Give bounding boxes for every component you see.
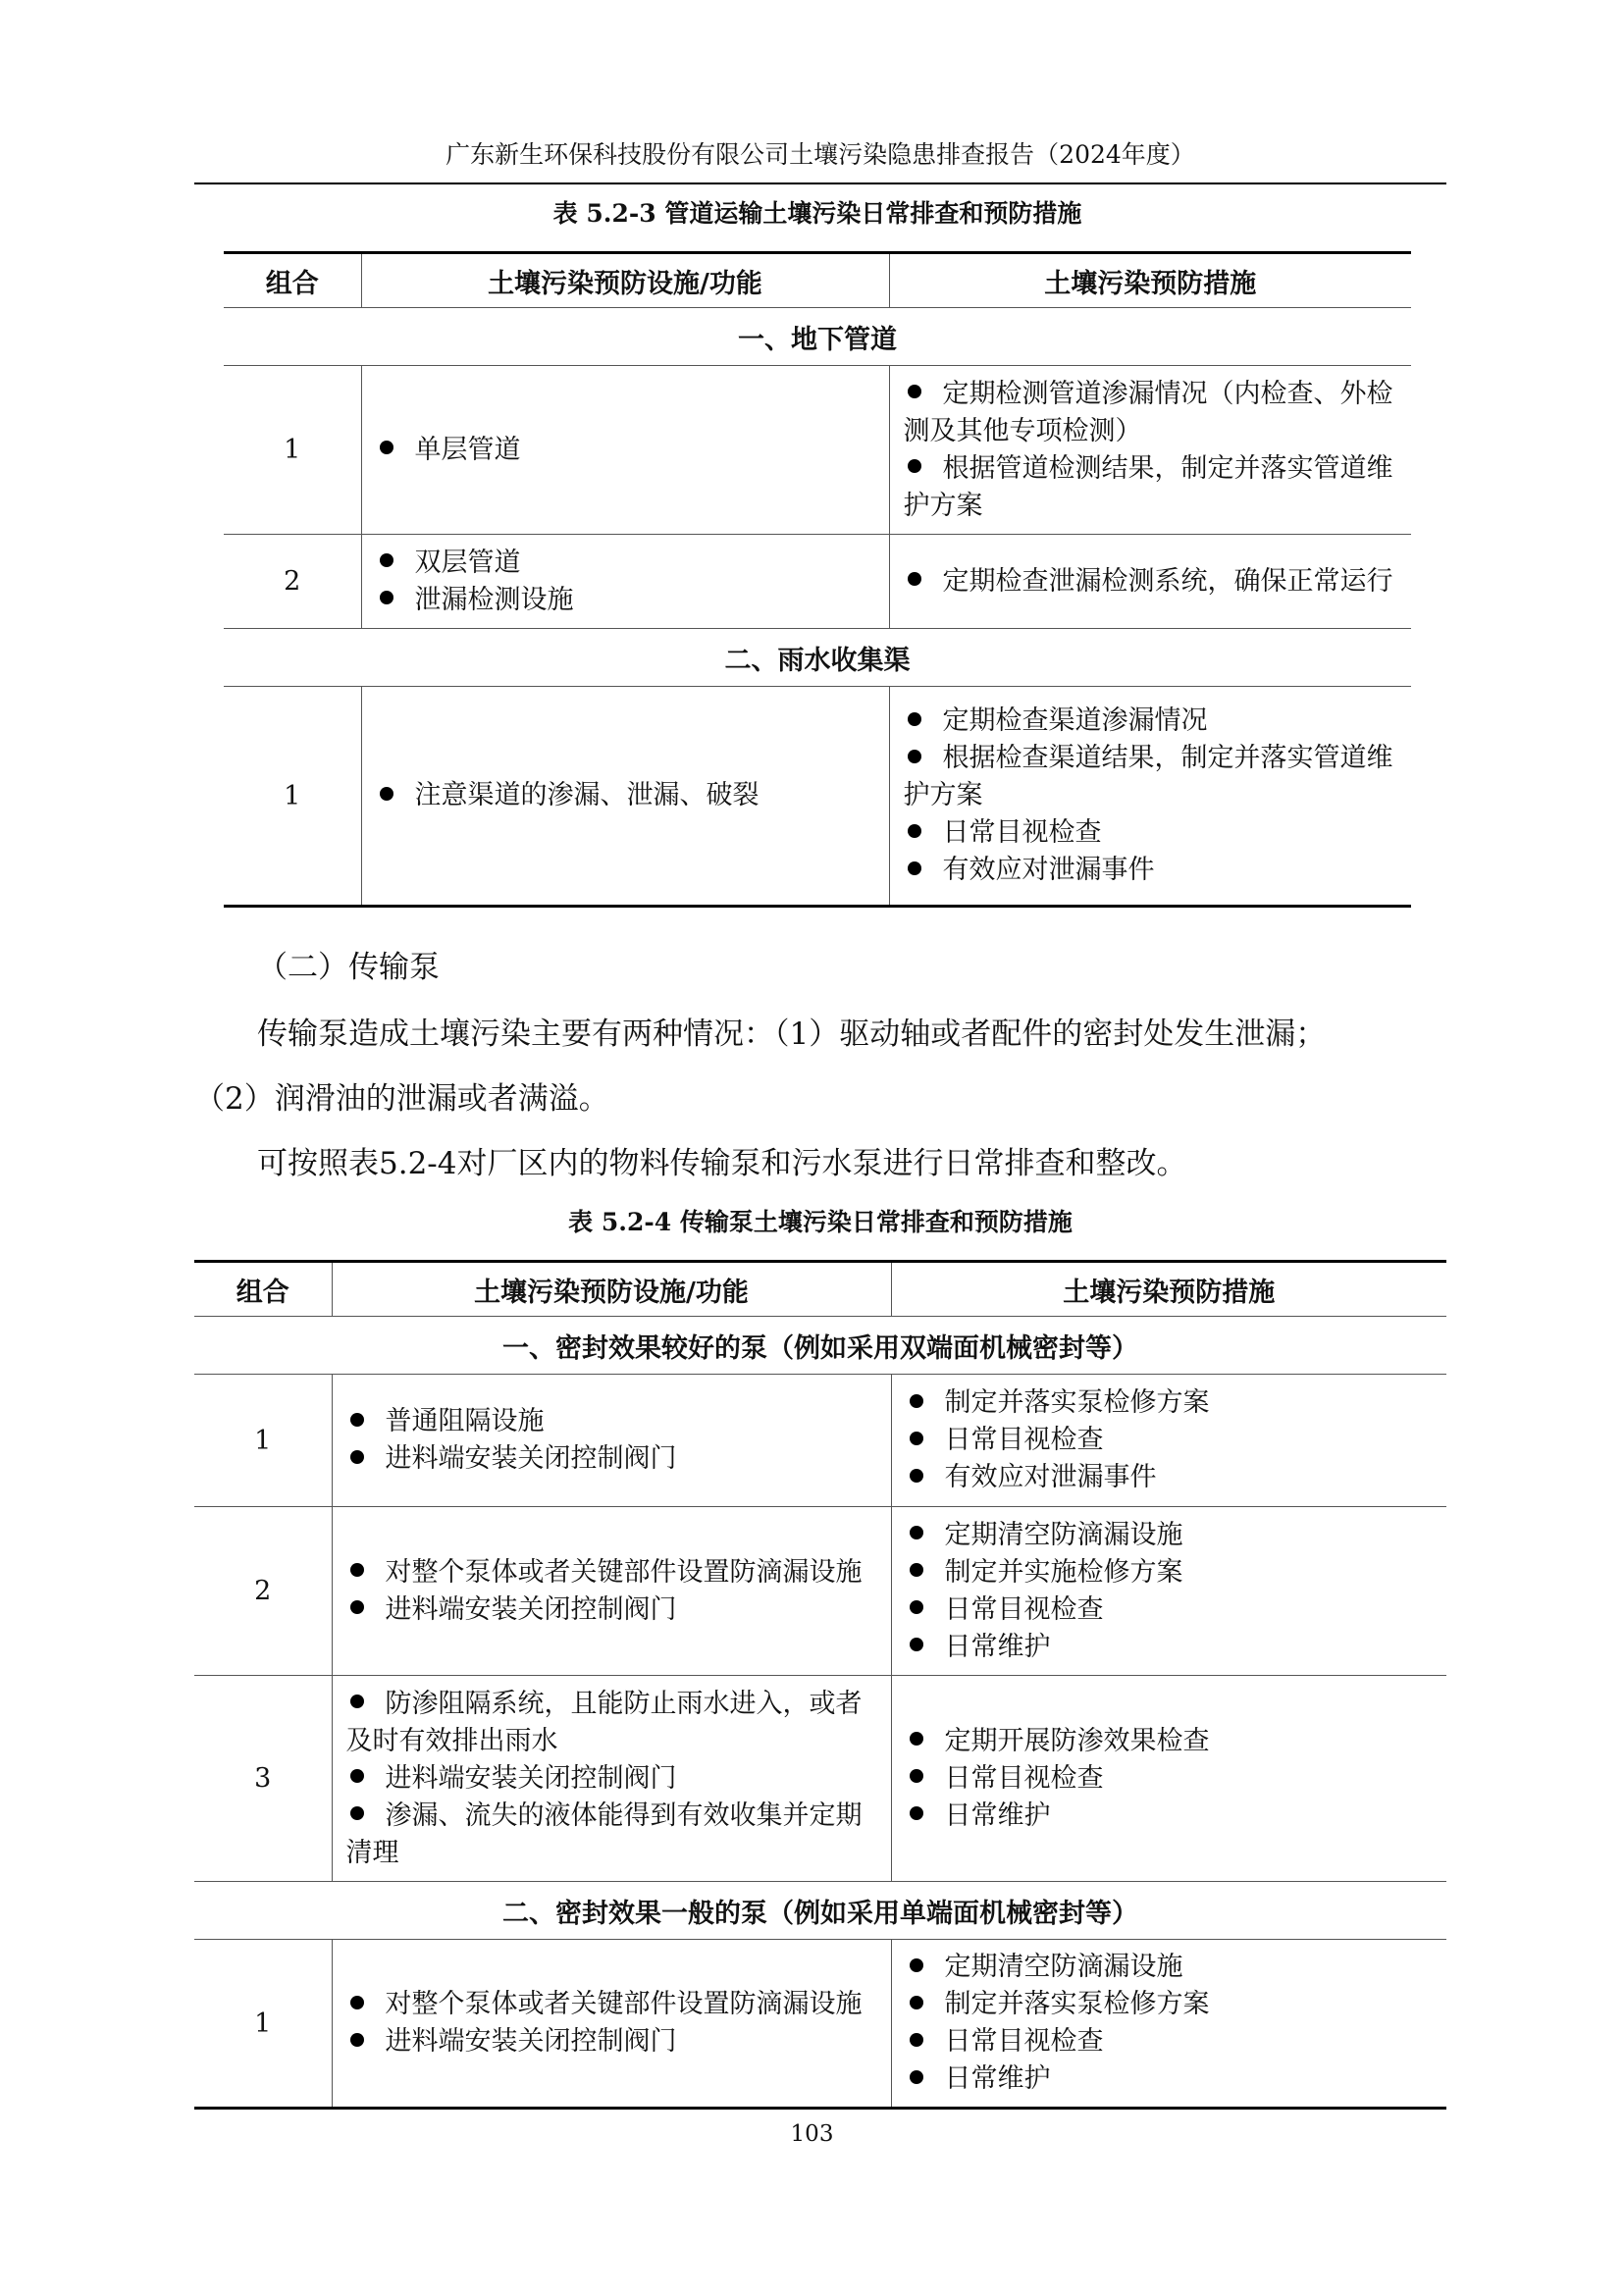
bullet-text: 对整个泵体或者关键部件设置防滴漏设施: [385, 1989, 863, 2019]
page-number: 103: [790, 2121, 834, 2147]
bullet-icon: [910, 2033, 923, 2047]
bullet-item: [376, 582, 875, 619]
facilities-cell: [332, 1507, 891, 1676]
bullet-item: [906, 1949, 1434, 1986]
bullet-item: [346, 1686, 877, 1760]
bullet-icon: [350, 2033, 364, 2047]
column-header-facilities: 土壤污染预防设施/功能: [361, 253, 889, 308]
bullet-item: [346, 2023, 877, 2060]
table-header-row: [224, 253, 1411, 308]
bullet-text: 注意渠道的渗漏、泄漏、破裂: [414, 780, 760, 810]
bullet-icon: [910, 1638, 923, 1651]
bullet-text: 定期清空防滴漏设施: [944, 1519, 1183, 1550]
bullet-icon: [908, 385, 921, 398]
bullet-item: [906, 2023, 1434, 2060]
bullet-item: [376, 432, 875, 469]
row-number: 2: [224, 535, 361, 629]
bullet-icon: [910, 2070, 923, 2084]
table-row: [224, 535, 1411, 629]
bullet-icon: [908, 750, 921, 763]
pipeline-measures-table: [224, 251, 1411, 908]
bullet-icon: [350, 1996, 364, 2009]
bullet-item: [906, 1554, 1434, 1591]
bullet-text: 定期清空防滴漏设施: [944, 1952, 1183, 1982]
bullet-item: [904, 740, 1398, 814]
column-header-facilities: 土壤污染预防设施/功能: [332, 1262, 891, 1317]
bullet-item: [906, 1422, 1434, 1459]
facilities-cell: [361, 366, 889, 535]
page-header: 广东新生环保科技股份有限公司土壤污染隐患排查报告（2024年度）: [445, 140, 1195, 169]
bullet-icon: [908, 459, 921, 473]
column-header-group: 组合: [224, 253, 361, 308]
bullet-text: 普通阻隔设施: [385, 1406, 545, 1436]
bullet-item: [906, 1384, 1434, 1422]
table-header-row: [194, 1262, 1446, 1317]
section-row: [224, 308, 1411, 366]
bullet-text: 制定并落实泵检修方案: [944, 1989, 1210, 2019]
bullet-text: 对整个泵体或者关键部件设置防滴漏设施: [385, 1556, 863, 1588]
bullet-text: 进料端安装关闭控制阀门: [385, 1593, 677, 1625]
section-row: [194, 1882, 1446, 1940]
bullet-item: [376, 777, 875, 814]
bullet-icon: [910, 1563, 923, 1577]
row-number: 3: [194, 1676, 332, 1882]
measures-cell: [889, 535, 1411, 629]
bullet-text: 日常维护: [944, 1799, 1051, 1831]
bullet-item: [904, 814, 1398, 852]
bullet-icon: [350, 1413, 364, 1427]
column-header-group: 组合: [194, 1262, 332, 1317]
bullet-text: 进料端安装关闭控制阀门: [385, 1762, 677, 1794]
bullet-text: 制定并实施检修方案: [944, 1556, 1183, 1588]
bullet-icon: [908, 861, 921, 875]
measures-cell: [889, 366, 1411, 535]
section-row: [224, 629, 1411, 687]
bullet-icon: [910, 1806, 923, 1820]
bullet-icon: [908, 572, 921, 586]
facilities-cell: [332, 1676, 891, 1882]
bullet-item: [906, 2060, 1434, 2098]
bullet-item: [906, 1591, 1434, 1629]
bullet-icon: [350, 1806, 364, 1820]
bullet-item: [906, 1629, 1434, 1666]
facilities-cell: [361, 535, 889, 629]
section-title: 一、地下管道: [224, 308, 1411, 366]
bullet-item: [346, 1760, 877, 1798]
bullet-item: [904, 703, 1398, 740]
bullet-item: [904, 450, 1398, 525]
bullet-icon: [910, 1469, 923, 1483]
bullet-item: [376, 545, 875, 582]
pump-measures-table: [194, 1260, 1446, 2110]
bullet-item: [904, 563, 1398, 600]
bullet-icon: [910, 1769, 923, 1783]
bullet-icon: [908, 712, 921, 726]
paragraph: 传输泵造成土壤污染主要有两种情况：（1）驱动轴或者配件的密封处发生泄漏；: [257, 1017, 1327, 1052]
bullet-text: 根据检查渠道结果，制定并落实管道维护方案: [903, 743, 1393, 810]
bullet-text: 制定并落实泵检修方案: [944, 1387, 1210, 1418]
measures-cell: [891, 1507, 1446, 1676]
measures-cell: [891, 1940, 1446, 2109]
section-title: 一、密封效果较好的泵（例如采用双端面机械密封等）: [194, 1317, 1446, 1375]
facilities-cell: [332, 1940, 891, 2109]
paragraph-continuation: （2）润滑油的泄漏或者满溢。: [194, 1081, 609, 1117]
measures-cell: [891, 1676, 1446, 1882]
bullet-item: [906, 1517, 1434, 1554]
bullet-item: [906, 1459, 1434, 1496]
bullet-text: 根据管道检测结果，制定并落实管道维护方案: [903, 452, 1393, 521]
table-row: [194, 1676, 1446, 1882]
bullet-item: [904, 376, 1398, 450]
bullet-item: [906, 1723, 1434, 1760]
bullet-icon: [910, 1394, 923, 1408]
header-rule: [194, 183, 1446, 184]
row-number: 1: [194, 1940, 332, 2109]
bullet-text: 定期检查泄漏检测系统，确保正常运行: [942, 565, 1393, 597]
row-number: 1: [224, 366, 361, 535]
bullet-text: 防渗阻隔系统，且能防止雨水进入，或者及时有效排出雨水: [345, 1688, 863, 1756]
bullet-text: 进料端安装关闭控制阀门: [385, 1443, 677, 1474]
measures-cell: [891, 1375, 1446, 1507]
bullet-icon: [380, 553, 393, 567]
bullet-text: 日常目视检查: [944, 1762, 1104, 1794]
table2-caption: 表 5.2-4 传输泵土壤污染日常排查和预防措施: [568, 1208, 1073, 1236]
bullet-item: [346, 1798, 877, 1872]
bullet-text: 定期检测管道渗漏情况（内检查、外检测及其他专项检测）: [903, 378, 1393, 446]
table1-caption: 表 5.2-3 管道运输土壤污染日常排查和预防措施: [552, 199, 1082, 228]
bullet-text: 有效应对泄漏事件: [944, 1462, 1157, 1492]
column-header-measures: 土壤污染预防措施: [889, 253, 1411, 308]
row-number: 2: [194, 1507, 332, 1676]
table-row: [194, 1940, 1446, 2109]
bullet-text: 日常目视检查: [944, 1425, 1104, 1455]
bullet-icon: [910, 1432, 923, 1445]
bullet-icon: [350, 1695, 364, 1708]
bullet-icon: [350, 1450, 364, 1464]
paragraph: 可按照表5.2-4对厂区内的物料传输泵和污水泵进行日常排查和整改。: [257, 1146, 1187, 1181]
subheading: （二）传输泵: [257, 950, 440, 985]
bullet-icon: [910, 1958, 923, 1972]
facilities-cell: [332, 1375, 891, 1507]
bullet-text: 有效应对泄漏事件: [942, 855, 1155, 885]
bullet-icon: [380, 591, 393, 604]
section-title: 二、雨水收集渠: [224, 629, 1411, 687]
bullet-icon: [910, 1996, 923, 2009]
bullet-icon: [908, 824, 921, 838]
section-title: 二、密封效果一般的泵（例如采用单端面机械密封等）: [194, 1882, 1446, 1940]
bullet-icon: [910, 1600, 923, 1614]
bullet-item: [906, 1798, 1434, 1835]
bullet-item: [346, 1440, 877, 1478]
bullet-icon: [380, 787, 393, 801]
bullet-icon: [350, 1600, 364, 1614]
table-row: [194, 1375, 1446, 1507]
bullet-icon: [380, 441, 393, 454]
row-number: 1: [194, 1375, 332, 1507]
bullet-item: [346, 1554, 877, 1591]
table-row: [194, 1507, 1446, 1676]
column-header-measures: 土壤污染预防措施: [891, 1262, 1446, 1317]
bullet-item: [906, 1986, 1434, 2023]
bullet-item: [346, 1591, 877, 1629]
bullet-text: 双层管道: [414, 547, 521, 578]
bullet-item: [904, 852, 1398, 889]
bullet-icon: [350, 1563, 364, 1577]
bullet-text: 定期检查渠道渗漏情况: [942, 705, 1208, 736]
bullet-text: 进料端安装关闭控制阀门: [385, 2026, 677, 2057]
bullet-text: 日常目视检查: [942, 817, 1102, 848]
section-row: [194, 1317, 1446, 1375]
bullet-text: 定期开展防渗效果检查: [944, 1725, 1210, 1756]
bullet-text: 日常维护: [944, 1631, 1051, 1662]
bullet-text: 日常目视检查: [944, 2026, 1104, 2057]
bullet-icon: [910, 1526, 923, 1539]
bullet-text: 渗漏、流失的液体能得到有效收集并定期清理: [345, 1799, 863, 1868]
table-row: [224, 687, 1411, 907]
facilities-cell: [361, 687, 889, 907]
bullet-item: [346, 1403, 877, 1440]
bullet-icon: [350, 1769, 364, 1783]
bullet-item: [906, 1760, 1434, 1798]
measures-cell: [889, 687, 1411, 907]
table-row: [224, 366, 1411, 535]
bullet-text: 日常维护: [944, 2063, 1051, 2094]
bullet-text: 单层管道: [414, 434, 521, 465]
row-number: 1: [224, 687, 361, 907]
bullet-icon: [910, 1732, 923, 1746]
bullet-item: [346, 1986, 877, 2023]
bullet-text: 泄漏检测设施: [414, 584, 574, 615]
bullet-text: 日常目视检查: [944, 1593, 1104, 1625]
